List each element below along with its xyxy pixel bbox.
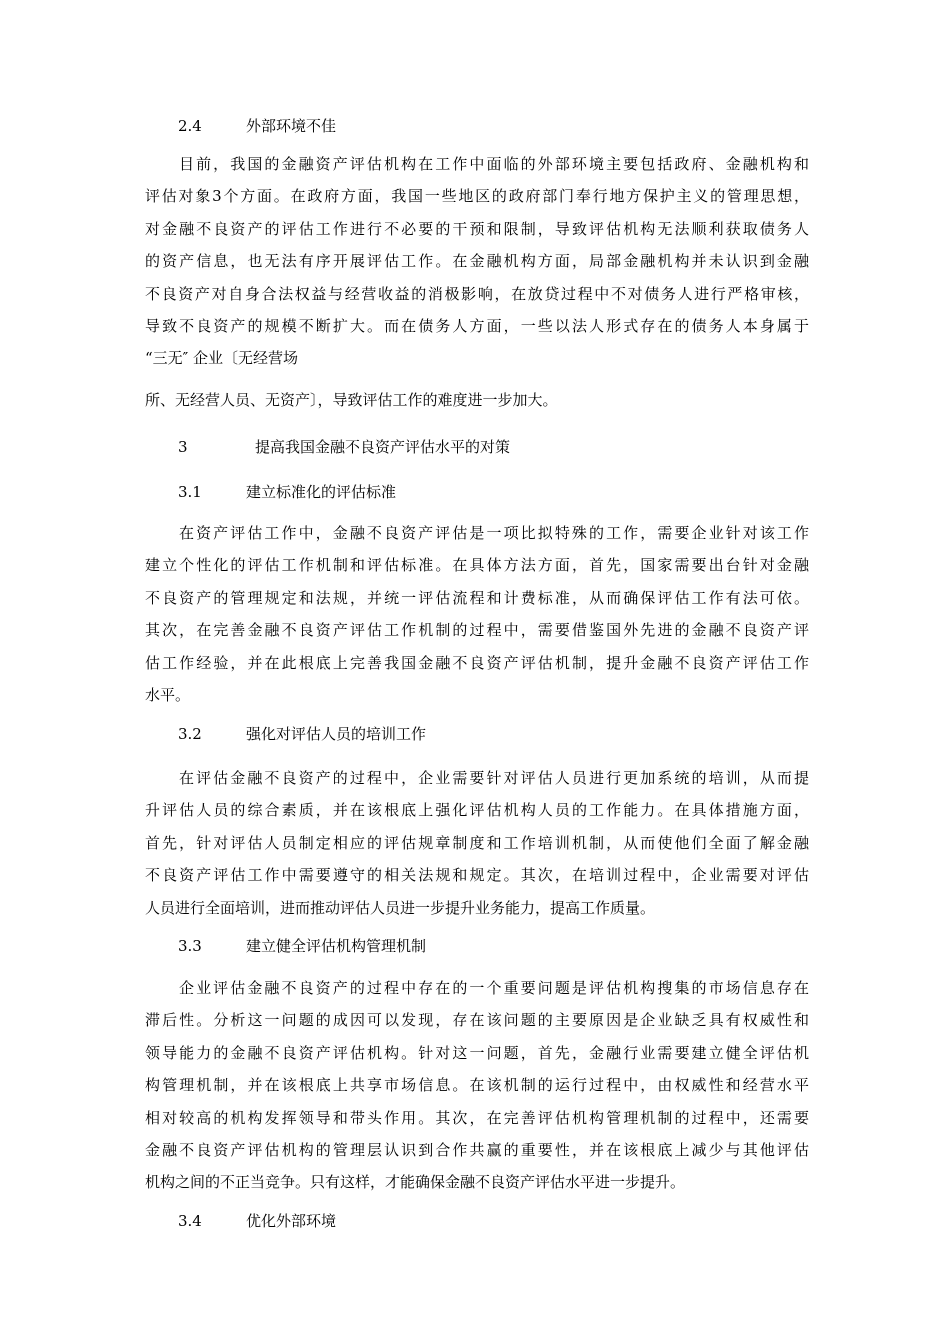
paragraph-external-environment [145, 148, 809, 375]
text-line: 人员进行全面培训，进而推动评估人员进一步提升业务能力，提高工作质量。 [145, 898, 656, 917]
heading-number: 3.4 [178, 1212, 202, 1230]
text-line: “三无″ 企业〔无经营场 [145, 349, 299, 368]
text-line: 建立个性化的评估工作机制和评估标准。在具体方法方面，首先，国家需要出台针对金融 [145, 556, 809, 575]
text-line: 企业评估金融不良资产的过程中存在的一个重要问题是评估机构搜集的市场信息存在 [179, 979, 809, 997]
text-line: 首先，针对评估人员制定相应的评估规章制度和工作培训机制，从而使他们全面了解金融 [145, 833, 809, 852]
heading-title: 强化对评估人员的培训工作 [246, 725, 427, 743]
paragraph-management [145, 972, 809, 1199]
text-line: 滞后性。分析这一问题的成因可以发现，存在该问题的主要原因是企业缺乏具有权威性和 [145, 1011, 809, 1030]
text-line: 其次，在完善金融不良资产评估工作机制的过程中，需要借鉴国外先进的金融不良资产评 [145, 621, 809, 640]
text-line: 金融不良资产评估机构的管理层认识到合作共赢的重要性，并在该根底上减少与其他评估 [145, 1140, 809, 1159]
heading-title: 建立标准化的评估标准 [246, 483, 397, 501]
text-line: 所、无经营人员、无资产〕，导致评估工作的难度进一步加大。 [145, 391, 558, 409]
text-line: 对金融不良资产的评估工作进行不必要的干预和限制，导致评估机构无法顺利获取债务人 [145, 219, 809, 238]
text-line: 领导能力的金融不良资产评估机构。针对这一问题，首先，金融行业需要建立健全评估机 [145, 1043, 809, 1062]
text-line: 估工作经验，并在此根底上完善我国金融不良资产评估机制，提升金融不良资产评估工作 [145, 653, 809, 672]
text-line: 评估对象3个方面。在政府方面，我国一些地区的政府部门奉行地方保护主义的管理思想， [145, 187, 809, 206]
text-line: 机构之间的不正当竞争。只有这样，才能确保金融不良资产评估水平进一步提升。 [145, 1173, 686, 1192]
text-line: 不良资产评估工作中需要遵守的相关法规和规定。其次，在培训过程中，企业需要对评估 [145, 866, 809, 885]
text-line: 在资产评估工作中，金融不良资产评估是一项比拟特殊的工作，需要企业针对该工作 [179, 524, 809, 542]
text-line: 的资产信息，也无法有序开展评估工作。在金融机构方面，局部金融机构并未认识到金融 [145, 252, 809, 271]
heading-title: 建立健全评估机构管理机制 [246, 937, 427, 955]
paragraph-training [145, 762, 809, 924]
text-line: 在评估金融不良资产的过程中，企业需要针对评估人员进行更加系统的培训，从而提 [179, 769, 809, 787]
heading-title: 优化外部环境 [246, 1212, 337, 1230]
text-line: 目前，我国的金融资产评估机构在工作中面临的外部环境主要包括政府、金融机构和 [179, 155, 809, 173]
heading-number: 2.4 [178, 117, 202, 135]
text-line: 水平。 [145, 685, 191, 704]
heading-number: 3.2 [178, 725, 202, 743]
heading-2-4 [178, 116, 336, 136]
text-line: 不良资产的管理规定和法规，并统一评估流程和计费标准，从而确保评估工作有法可依。 [145, 588, 809, 607]
heading-3-1 [178, 482, 396, 502]
heading-3-2 [178, 724, 426, 744]
heading-number: 3.3 [178, 937, 202, 955]
text-line: 升评估人员的综合素质，并在该根底上强化评估机构人员的工作能力。在具体措施方面， [145, 801, 809, 820]
text-line: 导致不良资产的规模不断扩大。而在债务人方面，一些以法人形式存在的债务人本身属于 [145, 316, 809, 335]
heading-number: 3.1 [178, 483, 202, 501]
heading-3 [178, 437, 510, 457]
heading-3-4 [178, 1211, 336, 1231]
text-line: 相对较高的机构发挥领导和带头作用。其次，在完善评估机构管理机制的过程中，还需要 [145, 1108, 809, 1127]
heading-number: 3 [178, 438, 188, 456]
heading-3-3 [178, 936, 426, 956]
paragraph-standards [145, 517, 809, 711]
heading-title: 提高我国金融不良资产评估水平的对策 [255, 438, 511, 456]
text-line: 构管理机制，并在该根底上共享市场信息。在该机制的运行过程中，由权威性和经营水平 [145, 1076, 809, 1095]
text-line: 不良资产对自身合法权益与经营收益的消极影响，在放贷过程中不对债务人进行严格审核， [145, 284, 809, 303]
paragraph-continuation [145, 384, 809, 416]
heading-title: 外部环境不佳 [246, 117, 337, 135]
